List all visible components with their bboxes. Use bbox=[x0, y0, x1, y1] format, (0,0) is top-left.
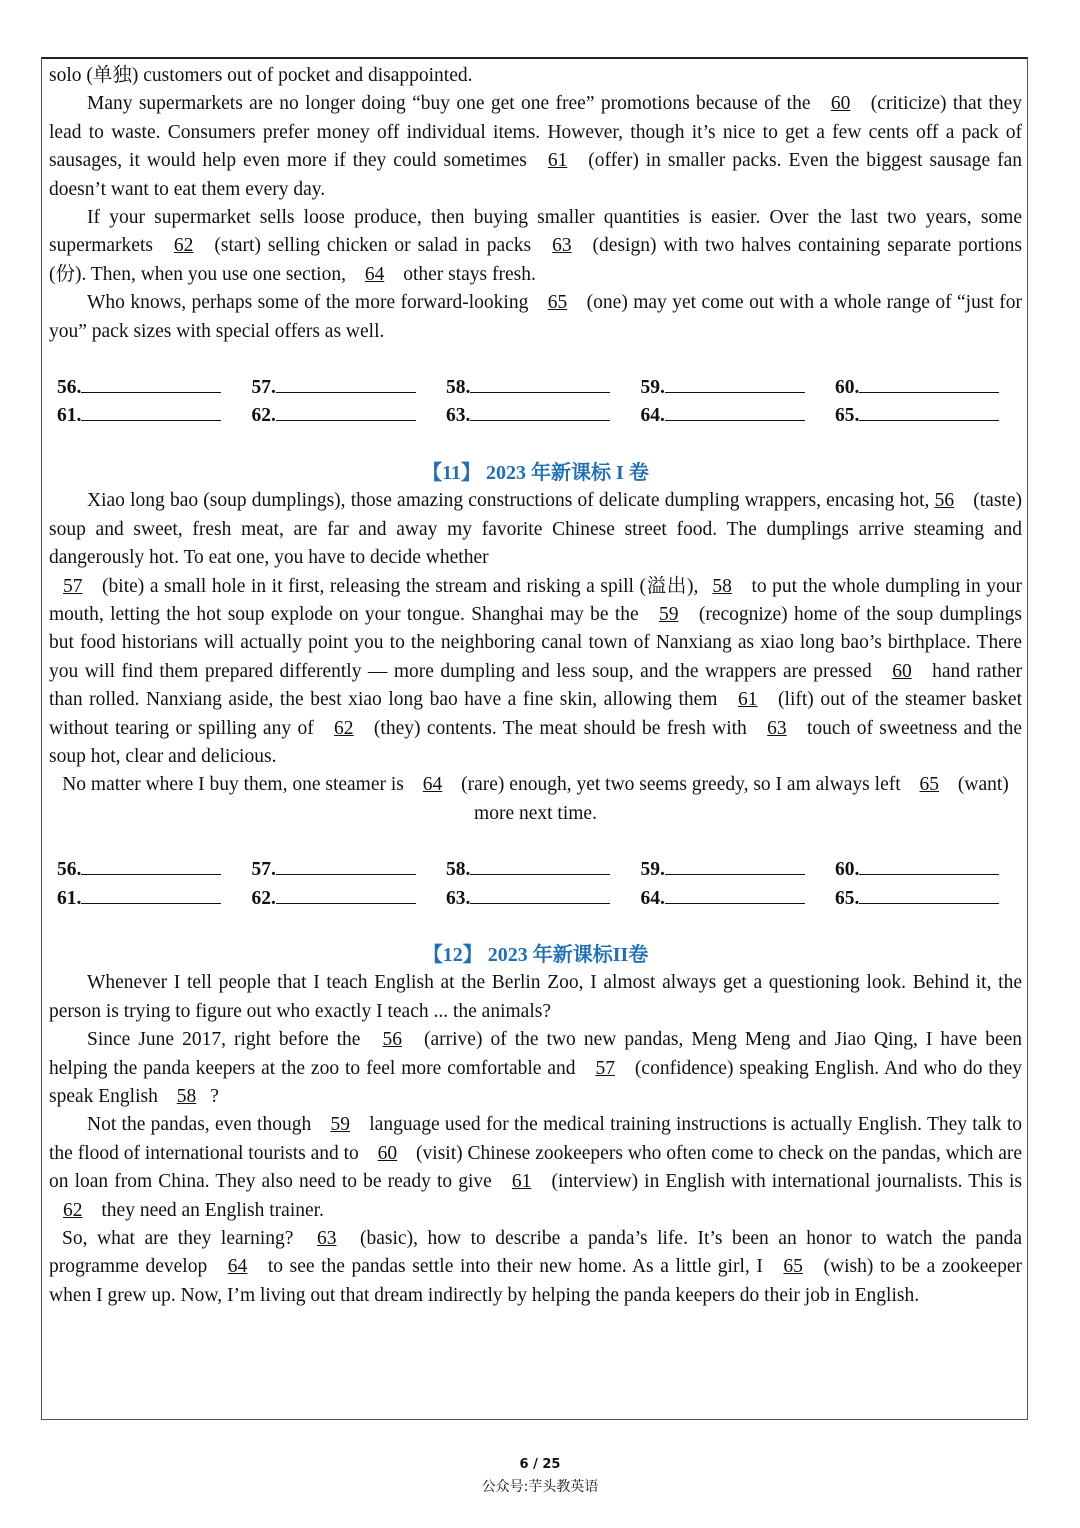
blank[interactable]: 64 bbox=[227, 1256, 248, 1278]
answer-slot[interactable]: 63. bbox=[446, 885, 641, 913]
blank[interactable]: 61 bbox=[547, 150, 568, 172]
blank[interactable]: 56 bbox=[934, 490, 955, 512]
blank[interactable]: 63 bbox=[767, 717, 787, 739]
blank[interactable]: 60 bbox=[830, 93, 851, 115]
blank[interactable]: 61 bbox=[738, 689, 758, 711]
answer-slot[interactable]: 57. bbox=[252, 374, 447, 402]
paragraph: So, what are they learning? 63 (basic), how to describe a panda’s life. It’s been an honor to watch the panda programme develop 64 to see the pandas settle into their new home. As a little girl, I 65 (wish) to be a zookeeper when I grew up. Now, I’m living out that dream indirectly by helping the panda keepers do their job in English. bbox=[49, 1228, 1022, 1306]
blank[interactable]: 65 bbox=[783, 1256, 803, 1278]
blank[interactable]: 59 bbox=[330, 1114, 350, 1136]
paragraph: Many supermarkets are no longer doing “buy one get one free” promotions because of the 60 (criticize) that they lead to waste. Consumers prefer money off individual items. However, though it’s nice to get a few cents off a pack of sausages, it would help even more if they could sometimes 61 (offer) in smaller packs. Even the biggest sausage fan doesn’t want to eat them every day. bbox=[49, 93, 1022, 200]
answer-slot[interactable]: 62. bbox=[252, 885, 447, 913]
answer-slot[interactable]: 63. bbox=[446, 402, 641, 430]
answer-slot[interactable]: 60. bbox=[835, 856, 1030, 884]
answer-slot[interactable]: 65. bbox=[835, 885, 1030, 913]
blank[interactable]: 59 bbox=[659, 603, 679, 625]
blank[interactable]: 61 bbox=[511, 1171, 532, 1193]
blank[interactable]: 65 bbox=[547, 292, 568, 314]
paragraph: 57 (bite) a small hole in it first, releasing the stream and risking a spill (溢出), 58 to put the whole dumpling in your mouth, letting the hot soup explode on your tongue. Shanghai may be the 59 (recognize) home of the soup dumplings but food historians will actually point you to the neighboring canal town of Nanxiang as xiao long bao’s birthplace. There you will find them prepared differently — more dumpling and less soup, and the wrappers are pressed 60 hand rather than rolled. Nanxiang aside, the best xiao long bao have a fine skin, allowing them 61 (lift) out of the steamer basket without tearing or spilling any of 62 (they) contents. The meat should be fresh with 63 touch of sweetness and the soup hot, clear and delicious. bbox=[49, 575, 1022, 767]
footer-account: 公众号:芋头教英语 bbox=[481, 1479, 599, 1495]
blank[interactable]: 57 bbox=[595, 1057, 615, 1079]
answer-slot[interactable]: 65. bbox=[835, 402, 1030, 430]
answer-slot[interactable]: 56. bbox=[57, 856, 252, 884]
blank[interactable]: 62 bbox=[173, 235, 194, 257]
blank[interactable]: 64 bbox=[422, 774, 443, 796]
blank[interactable]: 64 bbox=[364, 263, 385, 285]
blank[interactable]: 56 bbox=[382, 1029, 402, 1051]
paragraph: Whenever I tell people that I teach English at the Berlin Zoo, I almost always get a questioning look. Behind it, the person is trying to figure out who exactly I teach ... the animals? bbox=[49, 972, 1022, 1022]
answer-grid bbox=[49, 856, 1022, 913]
blank[interactable]: 60 bbox=[377, 1142, 398, 1164]
section-heading: 【11】 2023 年新课标 I 卷 bbox=[422, 461, 649, 484]
paragraph: Who knows, perhaps some of the more forward-looking 65 (one) may yet come out with a whole range of “just for you” pack sizes with special offers as well. bbox=[49, 292, 1022, 342]
paragraph: Xiao long bao (soup dumplings), those amazing constructions of delicate dumpling wrappers, encasing hot, 56 (taste) soup and sweet, fresh meat, are far and away my favorite Chinese street food. The dumplings arrive steaming and dangerously hot. To eat one, you have to decide whether bbox=[49, 490, 1022, 569]
answer-slot[interactable]: 60. bbox=[835, 374, 1030, 402]
answer-slot[interactable]: 57. bbox=[252, 856, 447, 884]
blank[interactable]: 58 bbox=[712, 575, 732, 597]
answer-slot[interactable]: 62. bbox=[252, 402, 447, 430]
blank[interactable]: 62 bbox=[63, 1199, 83, 1221]
blank[interactable]: 60 bbox=[892, 660, 912, 682]
blank[interactable]: 58 bbox=[176, 1086, 197, 1107]
answer-slot[interactable]: 59. bbox=[641, 374, 836, 402]
page-content bbox=[49, 62, 1022, 1310]
answer-slot[interactable]: 64. bbox=[641, 402, 836, 430]
paragraph: solo (单独) customers out of pocket and disappointed. bbox=[49, 65, 473, 86]
paragraph: No matter where I buy them, one steamer is 64 (rare) enough, yet two seems greedy, so I am always left 65 (want) more next time. bbox=[62, 774, 1009, 824]
blank[interactable]: 62 bbox=[334, 717, 354, 739]
blank[interactable]: 63 bbox=[316, 1228, 337, 1250]
paragraph: Not the pandas, even though 59 language used for the medical training instructions is actually English. They talk to the flood of international tourists and to 60 (visit) Chinese zookeepers who often come to check on the pandas, which are on loan from China. They also need to be ready to give 61 (interview) in English with international journalists. This is 62 they need an English trainer. bbox=[49, 1114, 1023, 1221]
answer-slot[interactable]: 58. bbox=[446, 856, 641, 884]
answer-slot[interactable]: 59. bbox=[641, 856, 836, 884]
blank[interactable]: 57 bbox=[63, 575, 83, 597]
blank[interactable]: 63 bbox=[552, 235, 572, 257]
answer-slot[interactable]: 58. bbox=[446, 374, 641, 402]
paragraph: Since June 2017, right before the 56 (arrive) of the two new pandas, Meng Meng and Jiao Qing, I have been helping the panda keepers at the zoo to feel more comfortable and 57 (confidence) speaking English. And who do they speak English 58 ? bbox=[49, 1029, 1023, 1107]
answer-slot[interactable]: 61. bbox=[57, 885, 252, 913]
answer-slot[interactable]: 64. bbox=[641, 885, 836, 913]
page-number: 6 / 25 bbox=[519, 1457, 561, 1472]
answer-slot[interactable]: 61. bbox=[57, 402, 252, 430]
answer-grid bbox=[49, 374, 1022, 431]
paragraph: If your supermarket sells loose produce, then buying smaller quantities is easier. Over the last two years, some supermarkets 62 (start) selling chicken or salad in packs 63 (design) with two halves containing separate portions (份). Then, when you use one section, 64 other stays fresh. bbox=[49, 207, 1023, 285]
answer-slot[interactable]: 56. bbox=[57, 374, 252, 402]
blank[interactable]: 65 bbox=[919, 774, 940, 796]
section-heading: 【12】 2023 年新课标II卷 bbox=[422, 943, 649, 966]
